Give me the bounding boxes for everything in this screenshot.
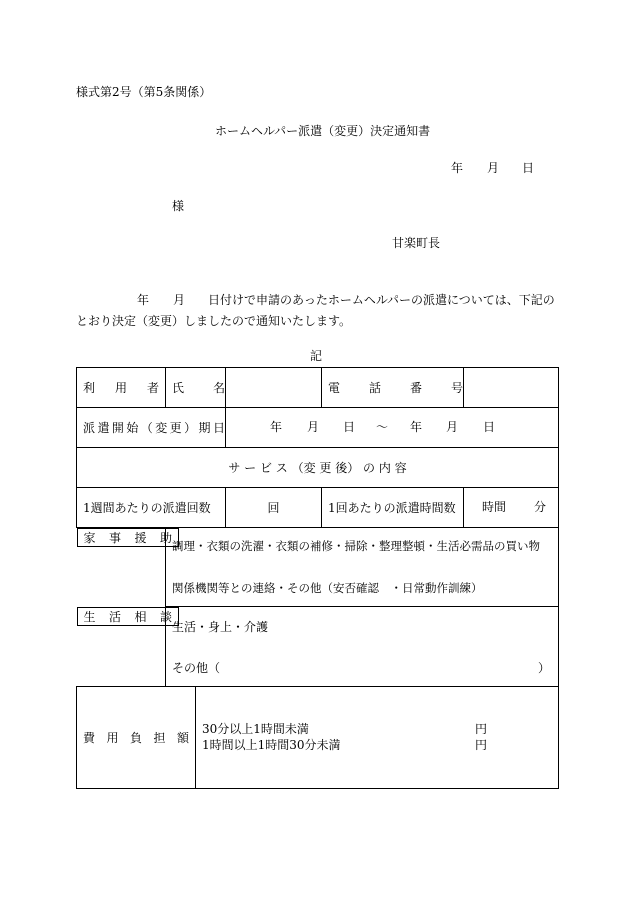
phone-label-cell	[322, 368, 464, 408]
body-month: 月	[173, 293, 186, 307]
name-label-cell	[166, 368, 226, 408]
cost-label-cell	[77, 687, 196, 789]
dispatch-row	[77, 408, 559, 448]
dispatch-label-cell	[77, 408, 226, 448]
cost-row	[77, 687, 559, 789]
date-month-label: 月	[487, 161, 500, 175]
dispatch-to-month: 月	[446, 419, 459, 434]
life-line2-open: その他（	[172, 660, 221, 675]
frequency-row	[77, 488, 559, 528]
weekly-unit: 回	[267, 501, 280, 515]
hours-unit: 時間	[482, 499, 507, 514]
user-row	[77, 368, 559, 408]
life-label-cell: 生 活 相 談	[77, 607, 180, 626]
service-form-table	[76, 367, 559, 789]
dispatch-from-month: 月	[307, 419, 320, 434]
life-content-cell	[166, 607, 559, 687]
service-header-row	[77, 448, 559, 488]
per-time-value-cell[interactable]	[464, 488, 559, 528]
weekly-label-cell	[77, 488, 226, 528]
cost-line2-unit: 円	[475, 737, 488, 752]
cost-line1-unit: 円	[475, 721, 488, 736]
cost-line2: 1時間以上1時間30分未満	[202, 737, 341, 752]
life-line2-close: ）	[537, 660, 550, 675]
issuer: 甘楽町長	[392, 236, 441, 250]
cost-line1: 30分以上1時間未満	[202, 721, 309, 736]
per-time-label-cell	[322, 488, 464, 528]
date-day-label: 日	[522, 161, 535, 175]
body-year: 年	[137, 293, 150, 307]
document-title: ホームヘルパー派遣（変更）決定通知書	[215, 124, 431, 138]
housework-label-cell: 家 事 援 助	[77, 528, 180, 547]
cost-content-cell	[196, 687, 559, 789]
service-header-cell	[77, 448, 559, 488]
dispatch-label: 派 遣 開 始 （ 変 更 ） 期 日	[83, 421, 225, 435]
dispatch-period-cell[interactable]	[226, 408, 559, 448]
body-line2: とおり決定（変更）しましたので通知いたします。	[76, 314, 352, 328]
dispatch-tilde: ～	[376, 419, 389, 434]
housework-line1: 調理・衣類の洗濯・衣類の補修・掃除・整理整頓・生活必需品の買い物	[172, 539, 540, 553]
dispatch-from-year: 年	[270, 419, 283, 434]
life-line1: 生活・身上・介護	[172, 619, 269, 634]
date-year-label: 年	[451, 161, 464, 175]
dispatch-from-day: 日	[343, 419, 356, 434]
housework-row	[77, 528, 559, 607]
minutes-unit: 分	[534, 499, 547, 514]
name-value-cell[interactable]	[226, 368, 322, 408]
ki-label: 記	[310, 349, 323, 363]
user-label-cell	[77, 368, 166, 408]
body-line1-text: 日付けで申請のあったホームヘルパーの派遣については、下記の	[208, 293, 555, 307]
housework-content-cell	[166, 528, 559, 607]
phone-value-cell[interactable]	[464, 368, 559, 408]
dispatch-to-year: 年	[410, 419, 423, 434]
housework-line2: 関係機関等との連絡・その他（安否確認 ・日常動作訓練）	[172, 581, 483, 595]
per-time-label: 1回あたりの派遣時間数	[328, 501, 456, 515]
weekly-value-cell[interactable]	[226, 488, 322, 528]
phone-label: 電 話 番 号	[328, 381, 463, 395]
name-label: 氏 名	[172, 381, 225, 395]
weekly-label: 1週間あたりの派遣回数	[83, 501, 211, 515]
user-label: 利 用 者	[83, 381, 159, 395]
life-consult-row	[77, 607, 559, 687]
service-header: サ ー ビ ス （変 更 後） の 内 容	[228, 461, 407, 475]
dispatch-to-day: 日	[483, 419, 496, 434]
addressee-suffix: 様	[172, 199, 185, 213]
form-number: 様式第2号（第5条関係）	[76, 85, 212, 99]
cost-label: 費 用 負 担 額	[83, 731, 189, 745]
